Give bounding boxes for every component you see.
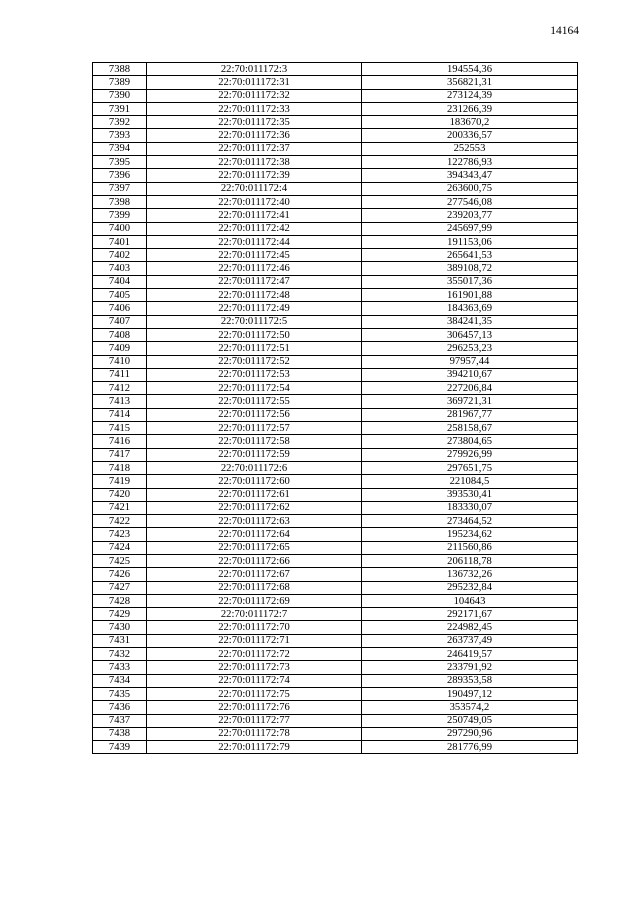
- table-row: [93, 395, 578, 408]
- row-number-cell: 7425: [93, 554, 147, 567]
- cadastral-number-cell: 22:70:011172:71: [147, 634, 362, 647]
- table-row: [93, 222, 578, 235]
- cadastral-number-cell: 22:70:011172:64: [147, 528, 362, 541]
- cadastral-value-cell: 297290,96: [362, 727, 578, 740]
- table-row: [93, 182, 578, 195]
- row-number-cell: 7396: [93, 169, 147, 182]
- cadastral-number-cell: 22:70:011172:60: [147, 475, 362, 488]
- row-number-cell: 7423: [93, 528, 147, 541]
- table-row: [93, 661, 578, 674]
- table-row: [93, 129, 578, 142]
- cadastral-value-cell: 245697,99: [362, 222, 578, 235]
- table-row: [93, 195, 578, 208]
- row-number-cell: 7388: [93, 63, 147, 76]
- table-row: [93, 328, 578, 341]
- cadastral-value-cell: 184363,69: [362, 302, 578, 315]
- cadastral-number-cell: 22:70:011172:51: [147, 342, 362, 355]
- cadastral-value-cell: 279926,99: [362, 448, 578, 461]
- cadastral-value-cell: 122786,93: [362, 156, 578, 169]
- row-number-cell: 7424: [93, 541, 147, 554]
- row-number-cell: 7437: [93, 714, 147, 727]
- cadastral-value-cell: 263737,49: [362, 634, 578, 647]
- row-number-cell: 7394: [93, 142, 147, 155]
- cadastral-value-cell: 231266,39: [362, 102, 578, 115]
- row-number-cell: 7399: [93, 209, 147, 222]
- row-number-cell: 7409: [93, 342, 147, 355]
- cadastral-number-cell: 22:70:011172:78: [147, 727, 362, 740]
- table-row: [93, 621, 578, 634]
- cadastral-value-cell: 273804,65: [362, 435, 578, 448]
- cadastral-number-cell: 22:70:011172:53: [147, 368, 362, 381]
- cadastral-number-cell: 22:70:011172:37: [147, 142, 362, 155]
- table-row: [93, 674, 578, 687]
- row-number-cell: 7408: [93, 328, 147, 341]
- cadastral-number-cell: 22:70:011172:50: [147, 328, 362, 341]
- cadastral-number-cell: 22:70:011172:55: [147, 395, 362, 408]
- cadastral-value-cell: 384241,35: [362, 315, 578, 328]
- table-row: [93, 235, 578, 248]
- row-number-cell: 7405: [93, 289, 147, 302]
- cadastral-value-cell: 394210,67: [362, 368, 578, 381]
- cadastral-value-cell: 394343,47: [362, 169, 578, 182]
- table-row: [93, 76, 578, 89]
- row-number-cell: 7420: [93, 488, 147, 501]
- cadastral-value-cell: 195234,62: [362, 528, 578, 541]
- cadastral-number-cell: 22:70:011172:69: [147, 594, 362, 607]
- cadastral-value-cell: 200336,57: [362, 129, 578, 142]
- cadastral-value-cell: 306457,13: [362, 328, 578, 341]
- row-number-cell: 7410: [93, 355, 147, 368]
- table-row: [93, 275, 578, 288]
- cadastral-value-cell: 136732,26: [362, 568, 578, 581]
- row-number-cell: 7426: [93, 568, 147, 581]
- cadastral-number-cell: 22:70:011172:38: [147, 156, 362, 169]
- table-row: [93, 501, 578, 514]
- row-number-cell: 7413: [93, 395, 147, 408]
- table-row: [93, 169, 578, 182]
- row-number-cell: 7428: [93, 594, 147, 607]
- row-number-cell: 7403: [93, 262, 147, 275]
- cadastral-number-cell: 22:70:011172:46: [147, 262, 362, 275]
- table-row: [93, 488, 578, 501]
- cadastral-number-cell: 22:70:011172:57: [147, 422, 362, 435]
- cadastral-number-cell: 22:70:011172:44: [147, 235, 362, 248]
- cadastral-number-cell: 22:70:011172:32: [147, 89, 362, 102]
- row-number-cell: 7404: [93, 275, 147, 288]
- table-row: [93, 581, 578, 594]
- cadastral-value-cell: 211560,86: [362, 541, 578, 554]
- table-row: [93, 648, 578, 661]
- row-number-cell: 7414: [93, 408, 147, 421]
- cadastral-number-cell: 22:70:011172:31: [147, 76, 362, 89]
- cadastral-value-cell: 296253,23: [362, 342, 578, 355]
- table-row: [93, 249, 578, 262]
- cadastral-number-cell: 22:70:011172:3: [147, 63, 362, 76]
- cadastral-value-cell: 252553: [362, 142, 578, 155]
- table-row: [93, 156, 578, 169]
- table-row: [93, 63, 578, 76]
- cadastral-number-cell: 22:70:011172:35: [147, 116, 362, 129]
- row-number-cell: 7431: [93, 634, 147, 647]
- cadastral-number-cell: 22:70:011172:74: [147, 674, 362, 687]
- cadastral-value-cell: 369721,31: [362, 395, 578, 408]
- cadastral-number-cell: 22:70:011172:48: [147, 289, 362, 302]
- cadastral-value-cell: 265641,53: [362, 249, 578, 262]
- row-number-cell: 7390: [93, 89, 147, 102]
- cadastral-value-cell: 250749,05: [362, 714, 578, 727]
- cadastral-number-cell: 22:70:011172:77: [147, 714, 362, 727]
- row-number-cell: 7412: [93, 382, 147, 395]
- table-row: [93, 568, 578, 581]
- cadastral-value-cell: 273124,39: [362, 89, 578, 102]
- cadastral-number-cell: 22:70:011172:67: [147, 568, 362, 581]
- cadastral-number-cell: 22:70:011172:62: [147, 501, 362, 514]
- cadastral-number-cell: 22:70:011172:76: [147, 701, 362, 714]
- row-number-cell: 7402: [93, 249, 147, 262]
- cadastral-number-cell: 22:70:011172:54: [147, 382, 362, 395]
- cadastral-value-cell: 97957,44: [362, 355, 578, 368]
- cadastral-value-cell: 289353,58: [362, 674, 578, 687]
- cadastral-value-cell: 393530,41: [362, 488, 578, 501]
- page-number: 14164: [550, 25, 579, 37]
- table-row: [93, 608, 578, 621]
- cadastral-value-cell: 356821,31: [362, 76, 578, 89]
- cadastral-number-cell: 22:70:011172:72: [147, 648, 362, 661]
- row-number-cell: 7438: [93, 727, 147, 740]
- cadastral-number-cell: 22:70:011172:59: [147, 448, 362, 461]
- cadastral-number-cell: 22:70:011172:73: [147, 661, 362, 674]
- cadastral-number-cell: 22:70:011172:45: [147, 249, 362, 262]
- row-number-cell: 7436: [93, 701, 147, 714]
- row-number-cell: 7401: [93, 235, 147, 248]
- table-row: [93, 116, 578, 129]
- cadastral-value-cell: 221084,5: [362, 475, 578, 488]
- cadastral-number-cell: 22:70:011172:63: [147, 515, 362, 528]
- cadastral-number-cell: 22:70:011172:36: [147, 129, 362, 142]
- cadastral-value-cell: 258158,67: [362, 422, 578, 435]
- table-row: [93, 355, 578, 368]
- cadastral-number-cell: 22:70:011172:66: [147, 554, 362, 567]
- table-row: [93, 727, 578, 740]
- cadastral-number-cell: 22:70:011172:5: [147, 315, 362, 328]
- row-number-cell: 7434: [93, 674, 147, 687]
- row-number-cell: 7417: [93, 448, 147, 461]
- cadastral-value-cell: 277546,08: [362, 195, 578, 208]
- cadastral-number-cell: 22:70:011172:79: [147, 741, 362, 754]
- row-number-cell: 7393: [93, 129, 147, 142]
- cadastral-number-cell: 22:70:011172:58: [147, 435, 362, 448]
- table-row: [93, 142, 578, 155]
- table-row: [93, 515, 578, 528]
- cadastral-number-cell: 22:70:011172:40: [147, 195, 362, 208]
- cadastral-value-cell: 104643: [362, 594, 578, 607]
- table-row: [93, 554, 578, 567]
- table-row: [93, 289, 578, 302]
- table-row: [93, 89, 578, 102]
- table-row: [93, 461, 578, 474]
- table-row: [93, 435, 578, 448]
- cadastral-number-cell: 22:70:011172:52: [147, 355, 362, 368]
- cadastral-value-cell: 281776,99: [362, 741, 578, 754]
- table-row: [93, 687, 578, 700]
- table-row: [93, 714, 578, 727]
- cadastral-value-cell: 246419,57: [362, 648, 578, 661]
- row-number-cell: 7422: [93, 515, 147, 528]
- table-row: [93, 382, 578, 395]
- row-number-cell: 7415: [93, 422, 147, 435]
- cadastral-value-cell: 233791,92: [362, 661, 578, 674]
- row-number-cell: 7418: [93, 461, 147, 474]
- cadastral-value-cell: 194554,36: [362, 63, 578, 76]
- row-number-cell: 7430: [93, 621, 147, 634]
- table-row: [93, 315, 578, 328]
- row-number-cell: 7397: [93, 182, 147, 195]
- row-number-cell: 7419: [93, 475, 147, 488]
- table-row: [93, 209, 578, 222]
- table-row: [93, 302, 578, 315]
- row-number-cell: 7433: [93, 661, 147, 674]
- cadastral-value-cell: 353574,2: [362, 701, 578, 714]
- cadastral-value-cell: 295232,84: [362, 581, 578, 594]
- cadastral-value-cell: 355017,36: [362, 275, 578, 288]
- row-number-cell: 7407: [93, 315, 147, 328]
- row-number-cell: 7406: [93, 302, 147, 315]
- cadastral-number-cell: 22:70:011172:6: [147, 461, 362, 474]
- row-number-cell: 7439: [93, 741, 147, 754]
- row-number-cell: 7400: [93, 222, 147, 235]
- row-number-cell: 7391: [93, 102, 147, 115]
- cadastral-number-cell: 22:70:011172:70: [147, 621, 362, 634]
- cadastral-number-cell: 22:70:011172:49: [147, 302, 362, 315]
- row-number-cell: 7392: [93, 116, 147, 129]
- table-row: [93, 594, 578, 607]
- cadastral-number-cell: 22:70:011172:7: [147, 608, 362, 621]
- cadastral-value-cell: 224982,45: [362, 621, 578, 634]
- cadastral-value-cell: 191153,06: [362, 235, 578, 248]
- table-row: [93, 342, 578, 355]
- table-row: [93, 102, 578, 115]
- cadastral-value-cell: 273464,52: [362, 515, 578, 528]
- cadastral-number-cell: 22:70:011172:75: [147, 687, 362, 700]
- table-row: [93, 422, 578, 435]
- row-number-cell: 7432: [93, 648, 147, 661]
- table-row: [93, 541, 578, 554]
- table-row: [93, 368, 578, 381]
- cadastral-number-cell: 22:70:011172:56: [147, 408, 362, 421]
- table-row: [93, 701, 578, 714]
- cadastral-number-cell: 22:70:011172:4: [147, 182, 362, 195]
- table-row: [93, 408, 578, 421]
- row-number-cell: 7421: [93, 501, 147, 514]
- cadastral-number-cell: 22:70:011172:39: [147, 169, 362, 182]
- cadastral-value-cell: 190497,12: [362, 687, 578, 700]
- cadastral-number-cell: 22:70:011172:68: [147, 581, 362, 594]
- cadastral-value-cell: 183330,07: [362, 501, 578, 514]
- table-row: [93, 634, 578, 647]
- row-number-cell: 7411: [93, 368, 147, 381]
- row-number-cell: 7435: [93, 687, 147, 700]
- table-row: [93, 528, 578, 541]
- table-row: [93, 475, 578, 488]
- cadastral-number-cell: 22:70:011172:42: [147, 222, 362, 235]
- cadastral-number-cell: 22:70:011172:33: [147, 102, 362, 115]
- cadastral-value-cell: 281967,77: [362, 408, 578, 421]
- table-body: [93, 63, 578, 754]
- cadastral-value-cell: 297651,75: [362, 461, 578, 474]
- table-row: [93, 741, 578, 754]
- cadastral-value-cell: 389108,72: [362, 262, 578, 275]
- row-number-cell: 7427: [93, 581, 147, 594]
- cadastral-value-cell: 183670,2: [362, 116, 578, 129]
- row-number-cell: 7389: [93, 76, 147, 89]
- cadastral-value-cell: 206118,78: [362, 554, 578, 567]
- cadastral-value-cell: 263600,75: [362, 182, 578, 195]
- cadastral-number-cell: 22:70:011172:61: [147, 488, 362, 501]
- row-number-cell: 7395: [93, 156, 147, 169]
- row-number-cell: 7398: [93, 195, 147, 208]
- cadastral-value-cell: 161901,88: [362, 289, 578, 302]
- cadastral-value-cell: 292171,67: [362, 608, 578, 621]
- row-number-cell: 7429: [93, 608, 147, 621]
- cadastral-number-cell: 22:70:011172:65: [147, 541, 362, 554]
- row-number-cell: 7416: [93, 435, 147, 448]
- cadastral-value-cell: 227206,84: [362, 382, 578, 395]
- cadastral-value-cell: 239203,77: [362, 209, 578, 222]
- table-row: [93, 448, 578, 461]
- table-row: [93, 262, 578, 275]
- cadastral-value-table: [92, 62, 578, 754]
- cadastral-number-cell: 22:70:011172:41: [147, 209, 362, 222]
- cadastral-number-cell: 22:70:011172:47: [147, 275, 362, 288]
